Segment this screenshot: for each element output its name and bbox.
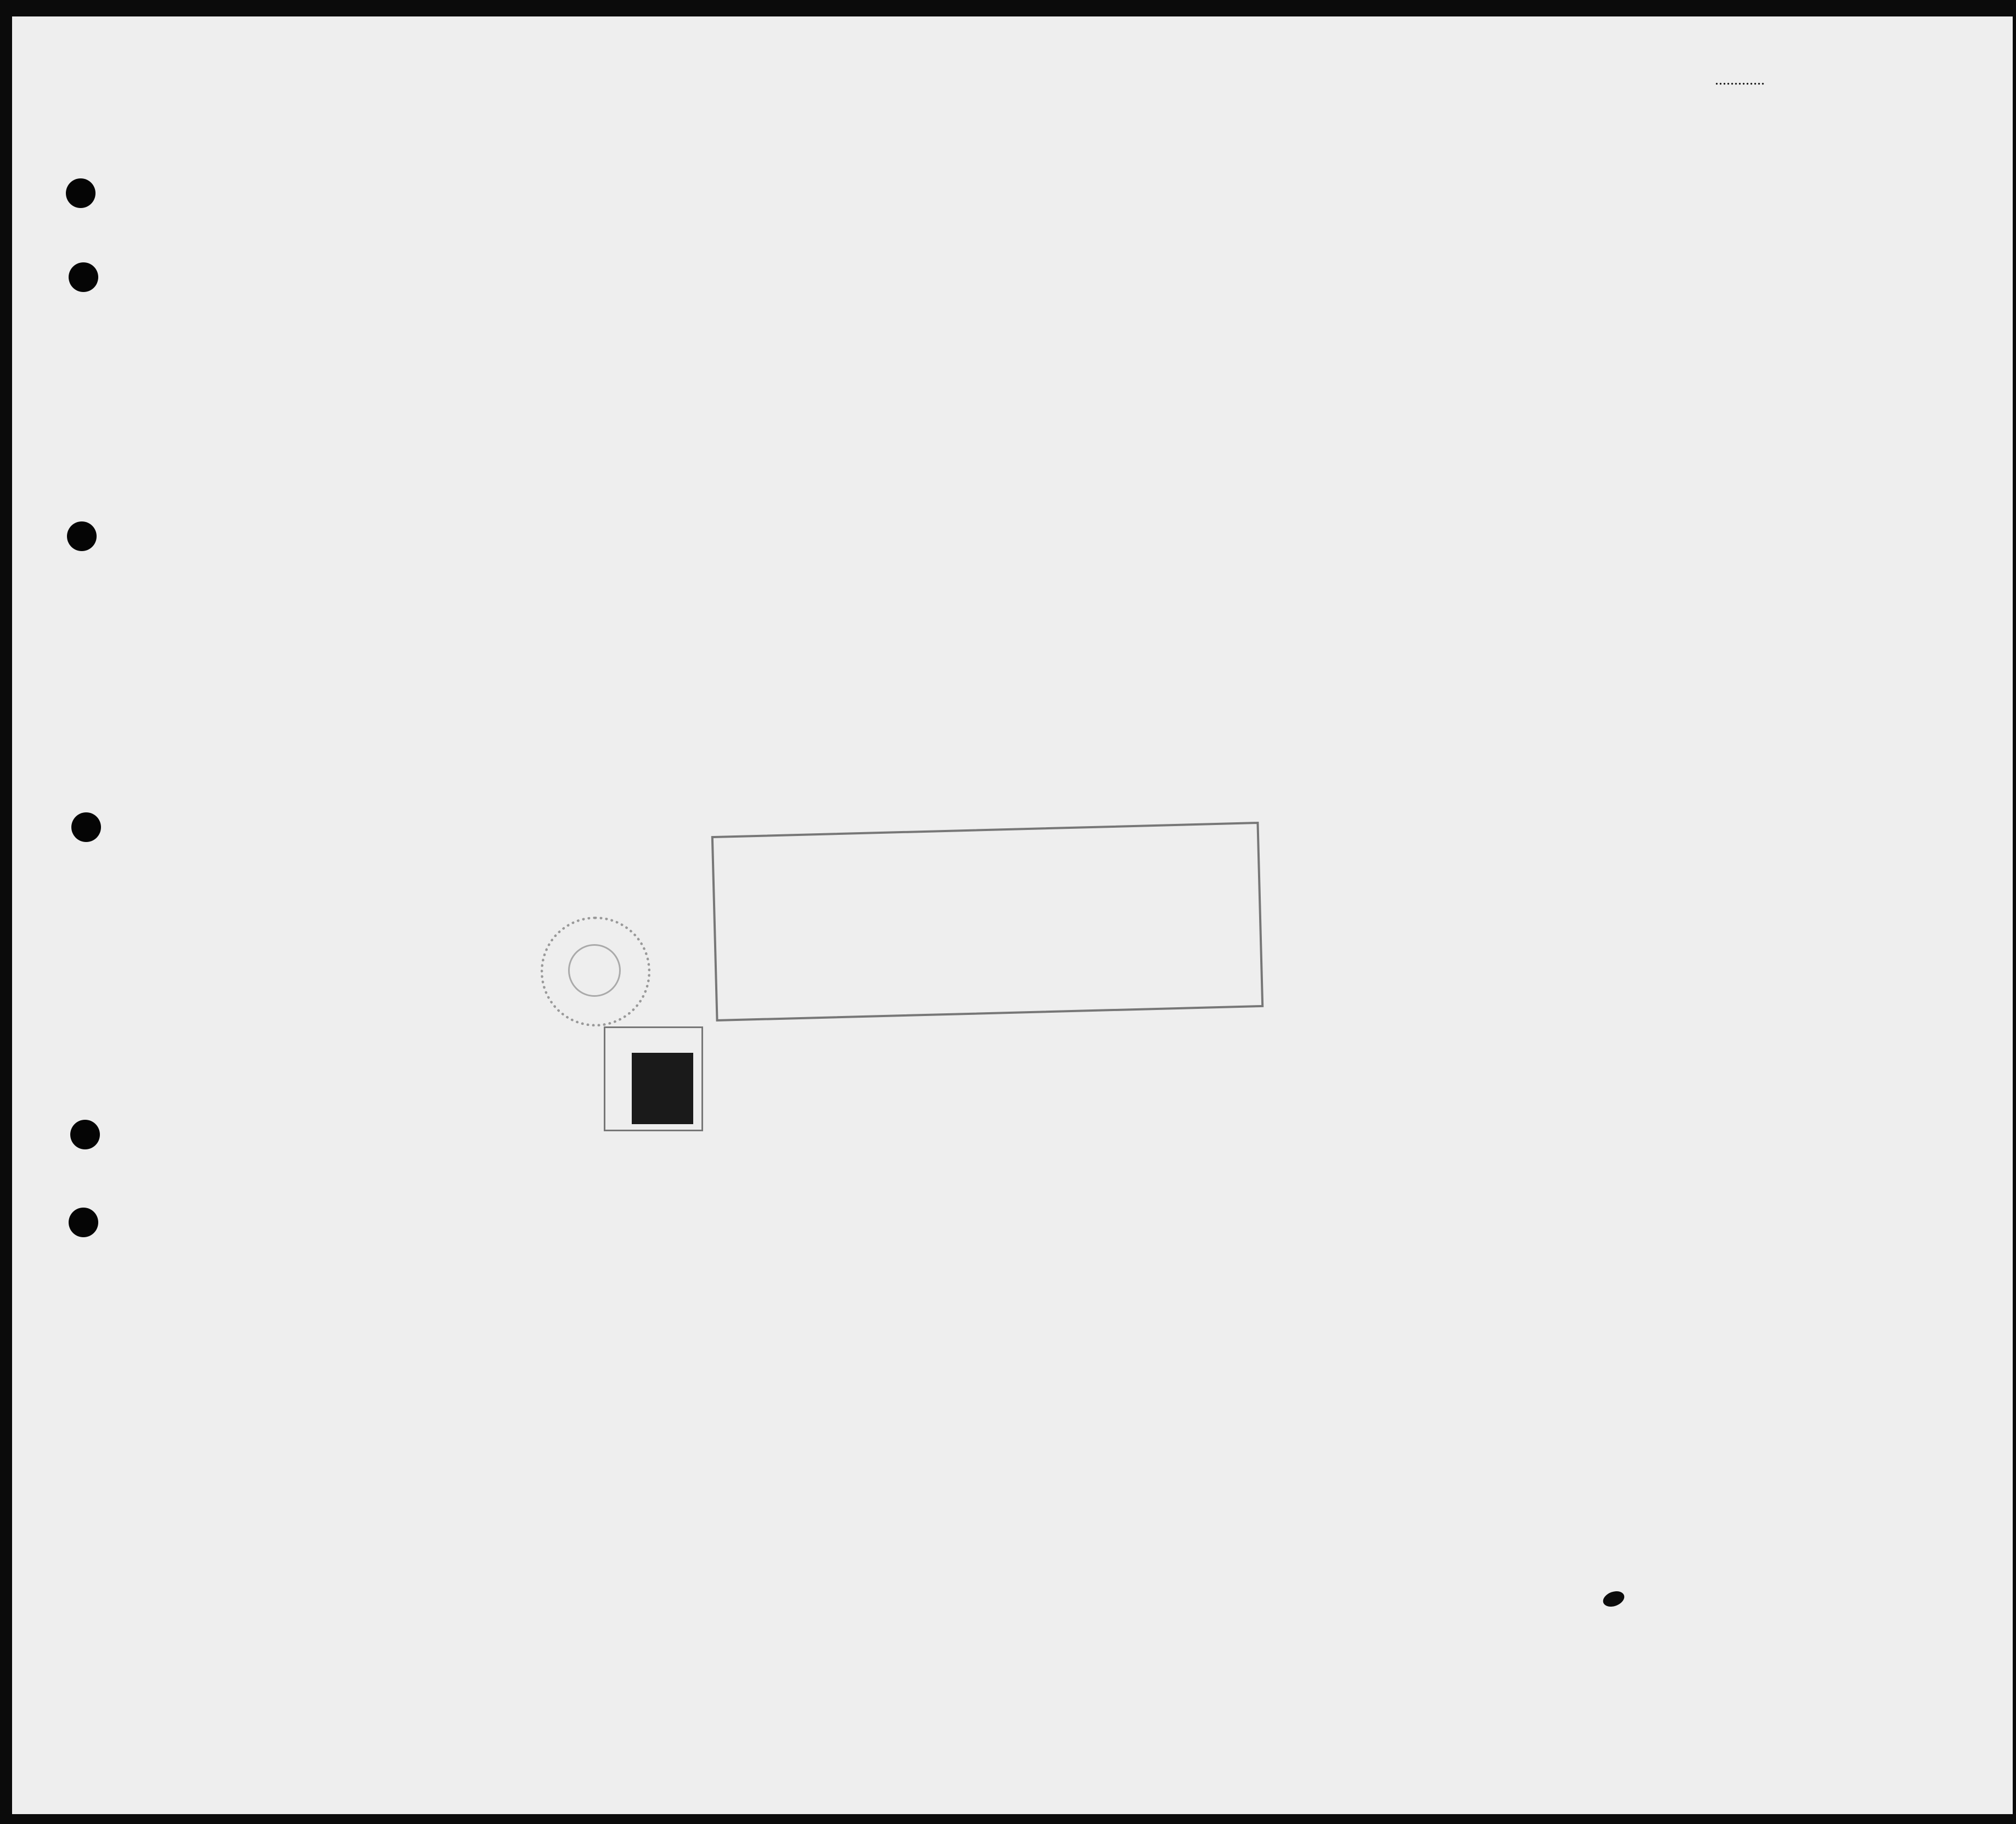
fee-stamp-box bbox=[604, 1026, 703, 1131]
fee-stamp bbox=[632, 1053, 693, 1124]
eagle-icon bbox=[568, 944, 621, 997]
sheet-label: ............. bbox=[1715, 71, 1765, 88]
consulate-stamp bbox=[711, 822, 1264, 1022]
consulate-seal bbox=[541, 917, 650, 1026]
